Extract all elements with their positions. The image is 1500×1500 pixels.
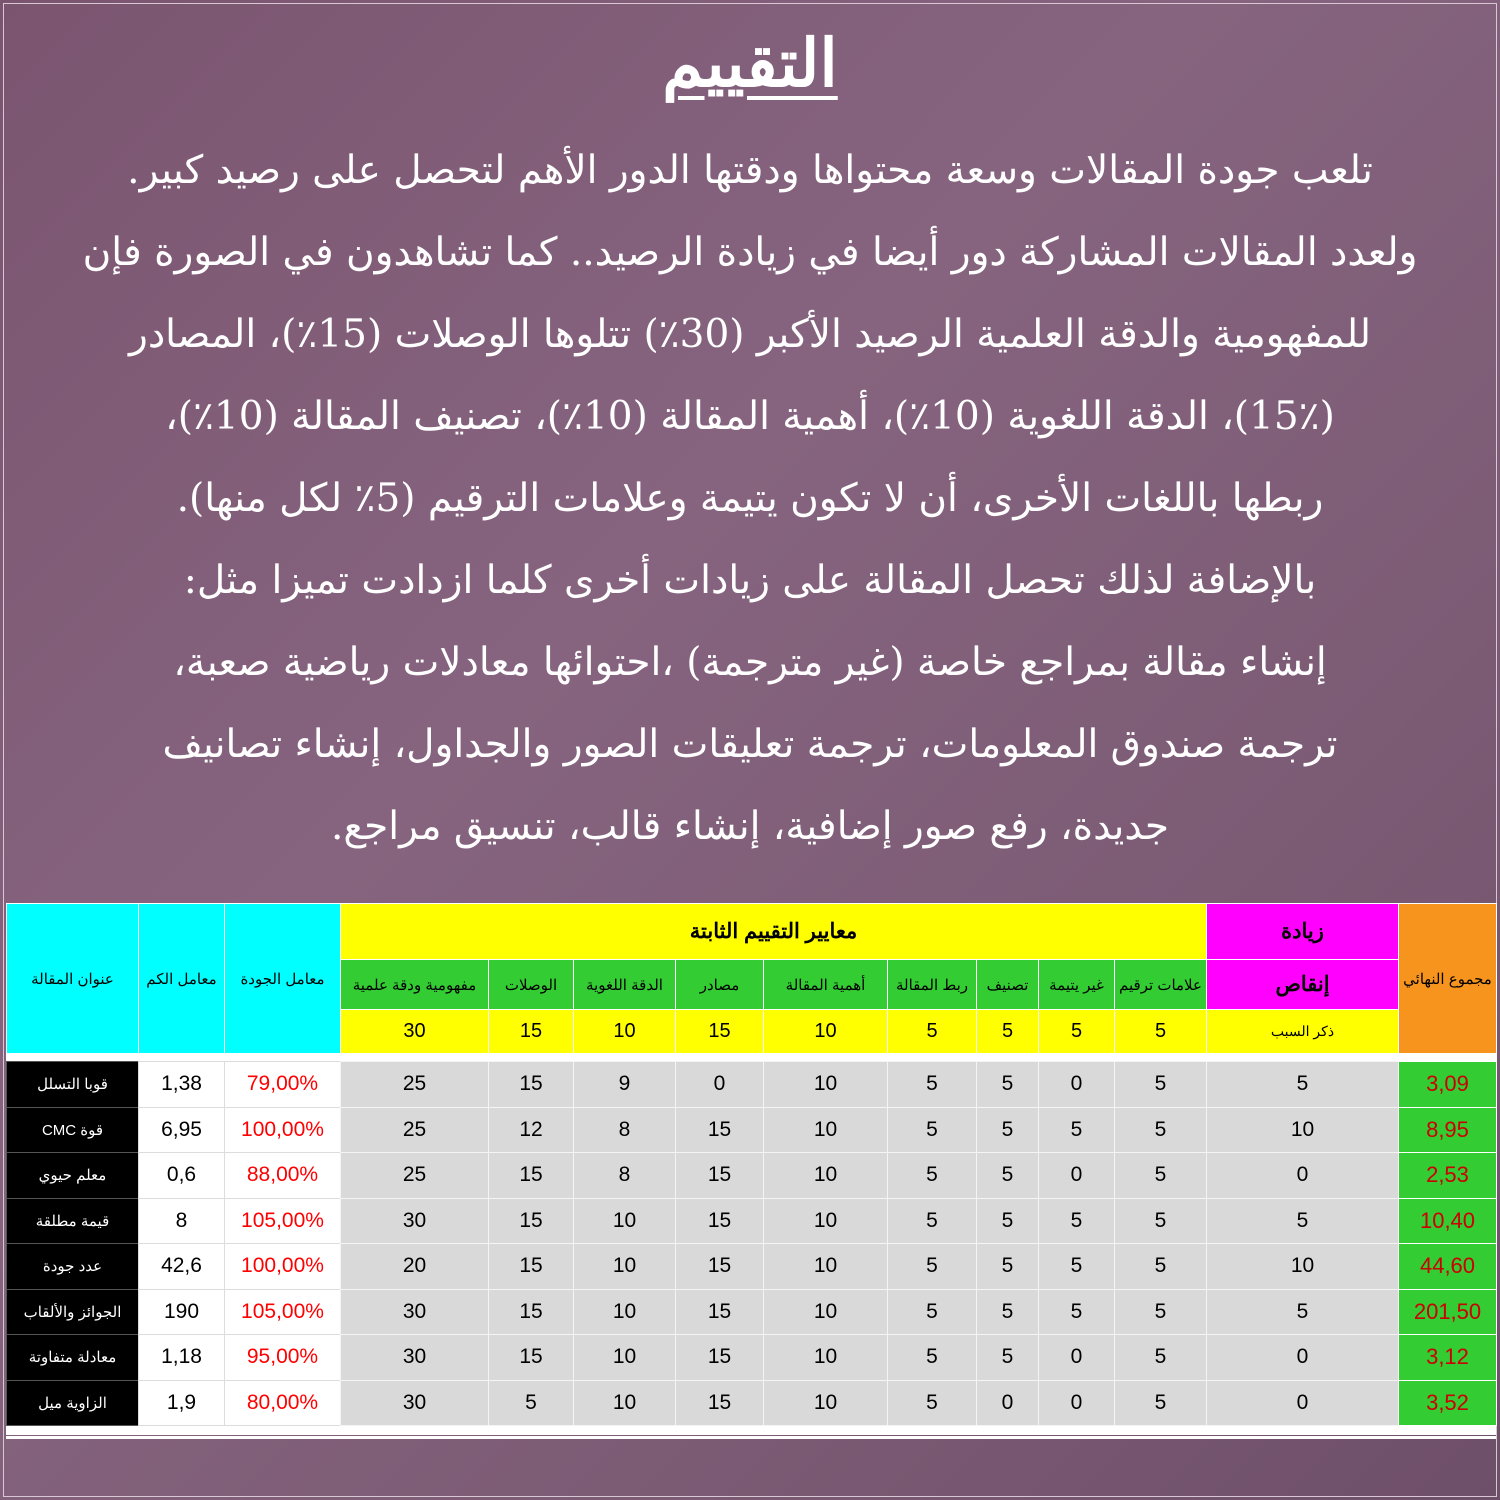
quantity-factor-cell: 190 (139, 1289, 225, 1335)
score-cell: 5 (977, 1244, 1039, 1290)
criterion-header: تصنيف (977, 960, 1039, 1010)
article-title-cell: الجوائز والألقاب (7, 1289, 139, 1335)
criterion-header: علامات ترقيم (1115, 960, 1207, 1010)
score-cell: 5 (888, 1289, 977, 1335)
score-cell: 15 (489, 1244, 574, 1290)
score-cell: 10 (764, 1153, 888, 1199)
score-cell: 10 (574, 1335, 676, 1381)
paragraph-line: (15٪)، الدقة اللغوية (10٪)، أهمية المقالة (10٪)، تصنيف المقالة (10٪)، (165, 394, 1335, 439)
paragraph-line: ربطها باللغات الأخرى، أن لا تكون يتيمة وعلامات الترقيم (5٪ لكل منها). (176, 476, 1324, 521)
final-total-cell: 201,50 (1399, 1289, 1497, 1335)
description-paragraph (40, 130, 1460, 868)
final-total-header: مجموع النهائي (1399, 904, 1497, 1054)
table-row (7, 1289, 1497, 1335)
score-cell: 15 (489, 1335, 574, 1381)
evaluation-spreadsheet (6, 903, 1496, 1435)
adjustment-cell: 0 (1207, 1380, 1399, 1426)
quality-factor-cell: 105,00% (225, 1289, 341, 1335)
score-cell: 12 (489, 1107, 574, 1153)
score-cell: 15 (676, 1198, 764, 1244)
quantity-factor-cell: 1,18 (139, 1335, 225, 1381)
score-cell: 15 (489, 1062, 574, 1108)
score-cell: 5 (1115, 1107, 1207, 1153)
paragraph-line: إنشاء مقالة بمراجع خاصة (غير مترجمة) ،احتوائها معادلات رياضية صعبة، (173, 640, 1327, 685)
article-title-cell: الزاوية ميل (7, 1380, 139, 1426)
quantity-factor-cell: 1,38 (139, 1062, 225, 1108)
criterion-weight: 5 (977, 1010, 1039, 1054)
article-title-cell: قوة CMC (7, 1107, 139, 1153)
quality-factor-cell: 100,00% (225, 1107, 341, 1153)
table-row (7, 1062, 1497, 1108)
score-cell: 10 (764, 1335, 888, 1381)
score-cell: 8 (574, 1107, 676, 1153)
adjustment-cell: 5 (1207, 1062, 1399, 1108)
criterion-header: الوصلات (489, 960, 574, 1010)
score-cell: 5 (1115, 1244, 1207, 1290)
criterion-header: غير يتيمة (1039, 960, 1115, 1010)
score-cell: 10 (574, 1198, 676, 1244)
evaluation-table-body (6, 1061, 1497, 1426)
score-cell: 10 (764, 1244, 888, 1290)
score-cell: 10 (764, 1289, 888, 1335)
score-cell: 0 (1039, 1153, 1115, 1199)
score-cell: 5 (977, 1335, 1039, 1381)
score-cell: 15 (676, 1380, 764, 1426)
paragraph-line: ترجمة صندوق المعلومات، ترجمة تعليقات الصور والجداول، إنشاء تصانيف (162, 722, 1338, 767)
header-gap (7, 1054, 1497, 1061)
quantity-factor-cell: 1,9 (139, 1380, 225, 1426)
score-cell: 5 (1115, 1289, 1207, 1335)
score-cell: 5 (977, 1062, 1039, 1108)
criterion-weight: 30 (341, 1010, 489, 1054)
paragraph-line: جديدة، رفع صور إضافية، إنشاء قالب، تنسيق مراجع. (331, 804, 1169, 849)
score-cell: 25 (341, 1062, 489, 1108)
score-cell: 5 (1115, 1380, 1207, 1426)
article-title-cell: عدد جودة (7, 1244, 139, 1290)
score-cell: 9 (574, 1062, 676, 1108)
score-cell: 5 (489, 1380, 574, 1426)
score-cell: 8 (574, 1153, 676, 1199)
decrease-header: إنقاص (1207, 960, 1399, 1010)
score-cell: 0 (1039, 1062, 1115, 1108)
sheet-bottom-edge (6, 1436, 1496, 1439)
score-cell: 0 (1039, 1380, 1115, 1426)
criterion-weight: 10 (574, 1010, 676, 1054)
article-title-header: عنوان المقالة (7, 904, 139, 1054)
quantity-factor-cell: 0,6 (139, 1153, 225, 1199)
quality-factor-cell: 79,00% (225, 1062, 341, 1108)
table-row (7, 1244, 1497, 1290)
score-cell: 5 (977, 1289, 1039, 1335)
final-total-cell: 2,53 (1399, 1153, 1497, 1199)
score-cell: 5 (888, 1244, 977, 1290)
quantity-factor-cell: 42,6 (139, 1244, 225, 1290)
criterion-weight: 15 (676, 1010, 764, 1054)
quantity-factor-cell: 6,95 (139, 1107, 225, 1153)
table-row (7, 1335, 1497, 1381)
score-cell: 5 (977, 1198, 1039, 1244)
adjustment-cell: 0 (1207, 1335, 1399, 1381)
score-cell: 15 (676, 1107, 764, 1153)
adjustment-cell: 0 (1207, 1153, 1399, 1199)
score-cell: 15 (676, 1153, 764, 1199)
criterion-header: مصادر (676, 960, 764, 1010)
final-total-cell: 3,52 (1399, 1380, 1497, 1426)
score-cell: 15 (489, 1198, 574, 1244)
score-cell: 5 (1039, 1244, 1115, 1290)
score-cell: 5 (977, 1153, 1039, 1199)
article-title-cell: معلم حيوي (7, 1153, 139, 1199)
criterion-weight: 5 (1115, 1010, 1207, 1054)
adjustment-cell: 5 (1207, 1289, 1399, 1335)
paragraph-line: بالإضافة لذلك تحصل المقالة على زيادات أخرى كلما ازدادت تميزا مثل: (183, 558, 1317, 603)
score-cell: 10 (574, 1244, 676, 1290)
gap-cell (7, 1054, 1497, 1061)
article-title-cell: قوبا التسلل (7, 1062, 139, 1108)
score-cell: 5 (1115, 1198, 1207, 1244)
final-total-cell: 3,12 (1399, 1335, 1497, 1381)
evaluation-table (6, 903, 1497, 1061)
quality-factor-cell: 95,00% (225, 1335, 341, 1381)
score-cell: 0 (977, 1380, 1039, 1426)
reason-header: ذكر السبب (1207, 1010, 1399, 1054)
score-cell: 30 (341, 1198, 489, 1244)
final-total-cell: 44,60 (1399, 1244, 1497, 1290)
page-title (0, 18, 1500, 108)
score-cell: 5 (888, 1335, 977, 1381)
table-row (7, 1198, 1497, 1244)
score-cell: 5 (1039, 1198, 1115, 1244)
score-cell: 15 (676, 1244, 764, 1290)
table-row (7, 1153, 1497, 1199)
final-total-cell: 10,40 (1399, 1198, 1497, 1244)
quality-factor-cell: 100,00% (225, 1244, 341, 1290)
score-cell: 30 (341, 1380, 489, 1426)
paragraph-line: تلعب جودة المقالات وسعة محتواها ودقتها الدور الأهم لتحصل على رصيد كبير. (127, 148, 1373, 193)
criterion-weight: 10 (764, 1010, 888, 1054)
score-cell: 30 (341, 1289, 489, 1335)
score-cell: 15 (489, 1289, 574, 1335)
quantity-factor-cell: 8 (139, 1198, 225, 1244)
score-cell: 0 (1039, 1335, 1115, 1381)
quantity-factor-header: معامل الكم (139, 904, 225, 1054)
score-cell: 0 (676, 1062, 764, 1108)
table-row (7, 1107, 1497, 1153)
score-cell: 15 (676, 1289, 764, 1335)
score-cell: 5 (1115, 1153, 1207, 1199)
criterion-header: الدقة اللغوية (574, 960, 676, 1010)
final-total-cell: 3,09 (1399, 1062, 1497, 1108)
score-cell: 10 (764, 1062, 888, 1108)
score-cell: 10 (764, 1380, 888, 1426)
final-total-cell: 8,95 (1399, 1107, 1497, 1153)
score-cell: 30 (341, 1335, 489, 1381)
criterion-header: ربط المقالة (888, 960, 977, 1010)
fixed-criteria-header: معايير التقييم الثابتة (341, 904, 1207, 960)
header-row-1 (7, 904, 1497, 960)
article-title-cell: معادلة متفاوتة (7, 1335, 139, 1381)
criterion-header: أهمية المقالة (764, 960, 888, 1010)
quality-factor-cell: 80,00% (225, 1380, 341, 1426)
score-cell: 5 (888, 1380, 977, 1426)
criterion-weight: 5 (1039, 1010, 1115, 1054)
title-text: التقييم (662, 24, 838, 102)
score-cell: 5 (888, 1153, 977, 1199)
increase-header: زيادة (1207, 904, 1399, 960)
adjustment-cell: 10 (1207, 1107, 1399, 1153)
quality-factor-cell: 88,00% (225, 1153, 341, 1199)
score-cell: 5 (888, 1198, 977, 1244)
score-cell: 15 (489, 1153, 574, 1199)
score-cell: 15 (676, 1335, 764, 1381)
criterion-weight: 15 (489, 1010, 574, 1054)
score-cell: 5 (888, 1062, 977, 1108)
quality-factor-header: معامل الجودة (225, 904, 341, 1054)
quality-factor-cell: 105,00% (225, 1198, 341, 1244)
criterion-header: مفهومية ودقة علمية (341, 960, 489, 1010)
adjustment-cell: 10 (1207, 1244, 1399, 1290)
paragraph-line: للمفهومية والدقة العلمية الرصيد الأكبر (30٪) تتلوها الوصلات (15٪)، المصادر (128, 312, 1371, 357)
table-row (7, 1380, 1497, 1426)
paragraph-line: ولعدد المقالات المشاركة دور أيضا في زيادة الرصيد.. كما تشاهدون في الصورة فإن (82, 230, 1418, 275)
article-title-cell: قيمة مطلقة (7, 1198, 139, 1244)
score-cell: 5 (977, 1107, 1039, 1153)
criterion-weight: 5 (888, 1010, 977, 1054)
score-cell: 5 (1039, 1107, 1115, 1153)
score-cell: 5 (1115, 1335, 1207, 1381)
score-cell: 10 (574, 1289, 676, 1335)
score-cell: 20 (341, 1244, 489, 1290)
adjustment-cell: 5 (1207, 1198, 1399, 1244)
score-cell: 5 (888, 1107, 977, 1153)
score-cell: 5 (1115, 1062, 1207, 1108)
score-cell: 10 (764, 1107, 888, 1153)
score-cell: 5 (1039, 1289, 1115, 1335)
score-cell: 10 (764, 1198, 888, 1244)
score-cell: 25 (341, 1107, 489, 1153)
score-cell: 10 (574, 1380, 676, 1426)
score-cell: 25 (341, 1153, 489, 1199)
